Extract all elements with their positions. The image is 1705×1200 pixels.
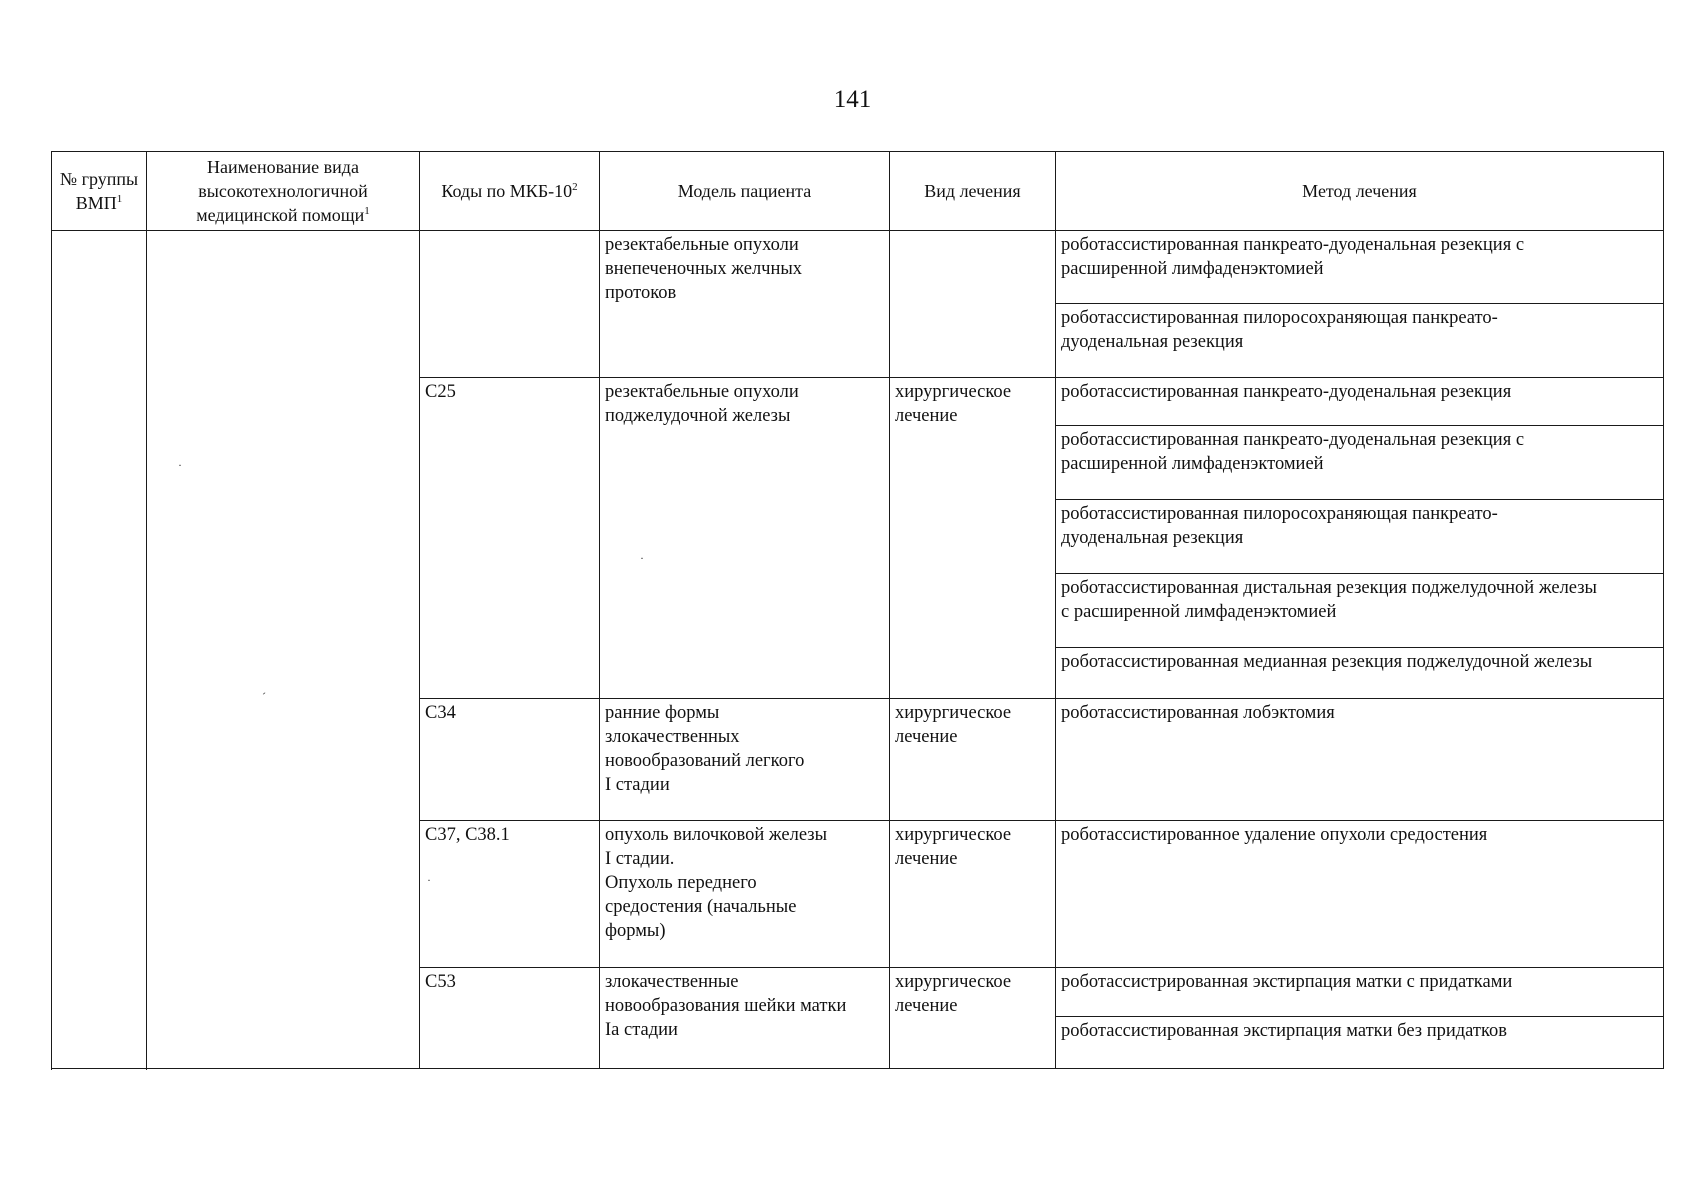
model-cell: резектабельные опухоли внепеченочных желчных протоков: [600, 231, 890, 378]
model-cell: злокачественные новообразования шейки матки Ia стадии: [600, 968, 890, 1069]
code-cell: C37, C38.1: [420, 821, 600, 968]
method-cell: роботассистированная панкреато-дуоденальная резекция: [1056, 378, 1664, 426]
code-cell: C34: [420, 699, 600, 821]
treatment-table: [51, 151, 1664, 1069]
treatment-cell: хирургическое лечение: [890, 699, 1056, 821]
scan-speck: ·: [178, 458, 182, 472]
treatment-cell: хирургическое лечение: [890, 821, 1056, 968]
method-cell: роботассистированная пилоросохраняющая панкреато- дуоденальная резекция: [1056, 304, 1664, 378]
model-cell: ранние формы злокачественных новообразований легкого I стадии: [600, 699, 890, 821]
treatment-cell: [890, 231, 1056, 378]
code-cell: [420, 231, 600, 378]
header-group: № группы ВМП$^1$: [52, 152, 147, 231]
name-cell: [147, 231, 420, 1069]
code-cell: C25: [420, 378, 600, 699]
method-cell: роботассистрированная экстирпация матки с придатками: [1056, 968, 1664, 1017]
scan-speck: ·: [427, 873, 431, 887]
method-cell: роботассистированная лобэктомия: [1056, 699, 1664, 821]
scan-speck: ·: [640, 551, 644, 565]
treatment-cell: хирургическое лечение: [890, 378, 1056, 699]
treatment-cell: хирургическое лечение: [890, 968, 1056, 1069]
group-cell: [52, 231, 147, 1069]
method-cell: роботассистированная экстирпация матки без придатков: [1056, 1017, 1664, 1069]
method-cell: роботассистированная дистальная резекция поджелудочной железы с расширенной лимфаденэктомией: [1056, 574, 1664, 648]
method-cell: роботассистированная медианная резекция поджелудочной железы: [1056, 648, 1664, 699]
table-row: [52, 231, 1664, 304]
method-cell: роботассистированная пилоросохраняющая панкреато- дуоденальная резекция: [1056, 500, 1664, 574]
header-name: Наименование вида высокотехнологичной медицинской помощи$^1$: [147, 152, 420, 231]
header-codes: Коды по МКБ-$10^2$: [420, 152, 600, 231]
method-cell: роботассистированная панкреато-дуоденальная резекция с расширенной лимфаденэктомией: [1056, 426, 1664, 500]
method-cell: роботассистированное удаление опухоли средостения: [1056, 821, 1664, 968]
header-treatment: Вид лечения: [890, 152, 1056, 231]
header-method: Метод лечения: [1056, 152, 1664, 231]
model-cell: резектабельные опухоли поджелудочной железы: [600, 378, 890, 699]
method-cell: роботассистированная панкреато-дуоденальная резекция с расширенной лимфаденэктомией: [1056, 231, 1664, 304]
header-row: [52, 152, 1664, 231]
model-cell: опухоль вилочковой железы I стадии. Опухоль переднего средостения (начальные формы): [600, 821, 890, 968]
code-cell: C53: [420, 968, 600, 1069]
header-model: Модель пациента: [600, 152, 890, 231]
scan-speck: ´: [262, 690, 266, 704]
page-number: 141: [833, 86, 872, 113]
